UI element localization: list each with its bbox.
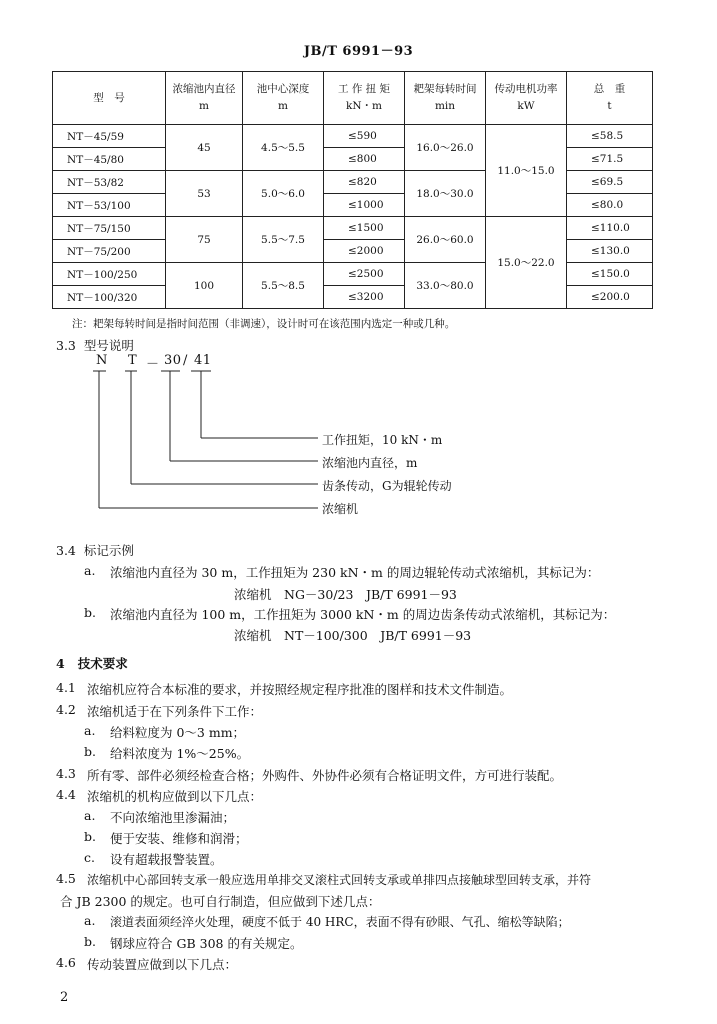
item-4-4-b: 便于安装、维修和润滑；: [110, 831, 248, 846]
table-row: NT－45/80 ≤800 ≤71.5: [53, 148, 653, 171]
example-a-text: 浓缩池内直径为 30 m，工作扭矩为 230 kN・m 的周边辊轮传动式浓缩机，其标记为：: [110, 565, 600, 580]
model-code-slash: /: [183, 353, 188, 368]
diagram-label-thickener: 浓缩机: [322, 502, 359, 516]
table-row: NT－53/82 53 5.0～6.0 ≤820 18.0～30.0 ≤69.5: [53, 171, 653, 194]
table-note: 注：耙架每转时间是指时间范围（非调速），设计时可在该范围内选定一种或几种。: [72, 318, 456, 330]
example-b-text: 浓缩池内直径为 100 m，工作扭矩为 3000 kN・m 的周边齿条传动式浓缩机，其标记为：: [110, 607, 616, 622]
section-3-4-heading: 3.4 标记示例: [56, 543, 134, 558]
section-4-6-text: 传动装置应做到以下几点：: [87, 957, 238, 972]
col-power: 传动电机功率 kW: [486, 72, 567, 125]
section-4-heading: 4 技术要求: [56, 656, 128, 671]
col-weight: 总 重 t: [567, 72, 653, 125]
item-4-5-b: 钢球应符合 GB 308 的有关规定。: [110, 936, 303, 951]
model-code-n: N: [96, 353, 108, 368]
example-a-code: 浓缩机 NG－30/23 JB/T 6991－93: [234, 587, 457, 602]
running-header: JB/T 6991－93: [303, 44, 414, 59]
page-number: 2: [60, 990, 69, 1005]
section-4-5-text-2: 合 JB 2300 的规定。也可自行制造，但应做到下述几点：: [60, 894, 381, 909]
section-4-3-text: 所有零、部件必须经检查合格；外购件、外协件必须有合格证明文件，方可进行装配。: [87, 768, 563, 783]
power-cell: 15.0～22.0: [486, 217, 567, 309]
diagram-label-diameter: 浓缩池内直径，m: [322, 456, 418, 470]
item-4-5-a: 滚道表面须经淬火处理，硬度不低于 40 HRC，表面不得有砂眼、气孔、缩松等缺陷；: [110, 915, 570, 929]
example-a-mark: a.: [84, 563, 96, 578]
item-4-2-b: 给料浓度为 1%～25%。: [110, 746, 250, 761]
item-4-4-b-mark: b.: [84, 829, 96, 844]
item-4-4-a-mark: a.: [84, 808, 96, 823]
section-4-1-num: 4.1: [56, 680, 76, 695]
section-4-2-text: 浓缩机适于在下列条件下工作：: [87, 704, 263, 719]
item-4-4-c-mark: c.: [84, 850, 95, 865]
table-row: NT－53/100 ≤1000 ≤80.0: [53, 194, 653, 217]
section-4-4-text: 浓缩机的机构应做到以下几点：: [87, 789, 263, 804]
col-model: 型 号: [53, 72, 166, 125]
model-code-dash: －: [146, 357, 160, 372]
item-4-2-a: 给料粒度为 0～3 mm；: [110, 725, 246, 740]
item-4-5-a-mark: a.: [84, 913, 96, 928]
table-row: NT－45/59 45 4.5～5.5 ≤590 16.0～26.0 11.0～15.0 ≤58.5: [53, 125, 653, 148]
example-b-mark: b.: [84, 605, 96, 620]
col-depth: 池中心深度 m: [243, 72, 324, 125]
item-4-4-a: 不向浓缩池里渗漏油；: [110, 810, 236, 825]
section-4-6-num: 4.6: [56, 955, 76, 970]
model-code-t: T: [128, 353, 138, 368]
model-code-41: 41: [194, 353, 212, 368]
section-4-1-text: 浓缩机应符合本标准的要求，并按照经规定程序批准的图样和技术文件制造。: [87, 682, 513, 697]
col-diameter: 浓缩池内直径 m: [166, 72, 243, 125]
section-4-4-num: 4.4: [56, 787, 76, 802]
section-4-2-num: 4.2: [56, 702, 76, 717]
item-4-4-c: 设有超载报警装置。: [110, 852, 223, 867]
section-4-5-num: 4.5: [56, 871, 76, 886]
table-row: NT－100/250 100 5.5～8.5 ≤2500 33.0～80.0 ≤150.0: [53, 263, 653, 286]
col-torque: 工 作 扭 矩 kN・m: [324, 72, 405, 125]
diagram-label-drive: 齿条传动，G为辊轮传动: [322, 479, 452, 493]
diagram-label-torque: 工作扭矩，10 kN・m: [322, 433, 443, 447]
section-4-3-num: 4.3: [56, 766, 76, 781]
power-cell: 11.0～15.0: [486, 125, 567, 217]
model-code-30: 30: [164, 353, 182, 368]
example-b-code: 浓缩机 NT－100/300 JB/T 6991－93: [234, 628, 472, 643]
item-4-5-b-mark: b.: [84, 934, 96, 949]
item-4-2-a-mark: a.: [84, 723, 96, 738]
section-4-5-text-1: 浓缩机中心部回转支承一般应选用单排交叉滚柱式回转支承或单排四点接触球型回转支承，并符: [87, 873, 592, 887]
item-4-2-b-mark: b.: [84, 744, 96, 759]
table-row: NT－75/150 75 5.5～7.5 ≤1500 26.0～60.0 15.0～22.0 ≤110.0: [53, 217, 653, 240]
table-row: NT－75/200 ≤2000 ≤130.0: [53, 240, 653, 263]
col-time: 耙架每转时间 min: [405, 72, 486, 125]
table-row: NT－100/320 ≤3200 ≤200.0: [53, 286, 653, 309]
section-3-3-heading: 3.3 型号说明: [56, 338, 134, 353]
